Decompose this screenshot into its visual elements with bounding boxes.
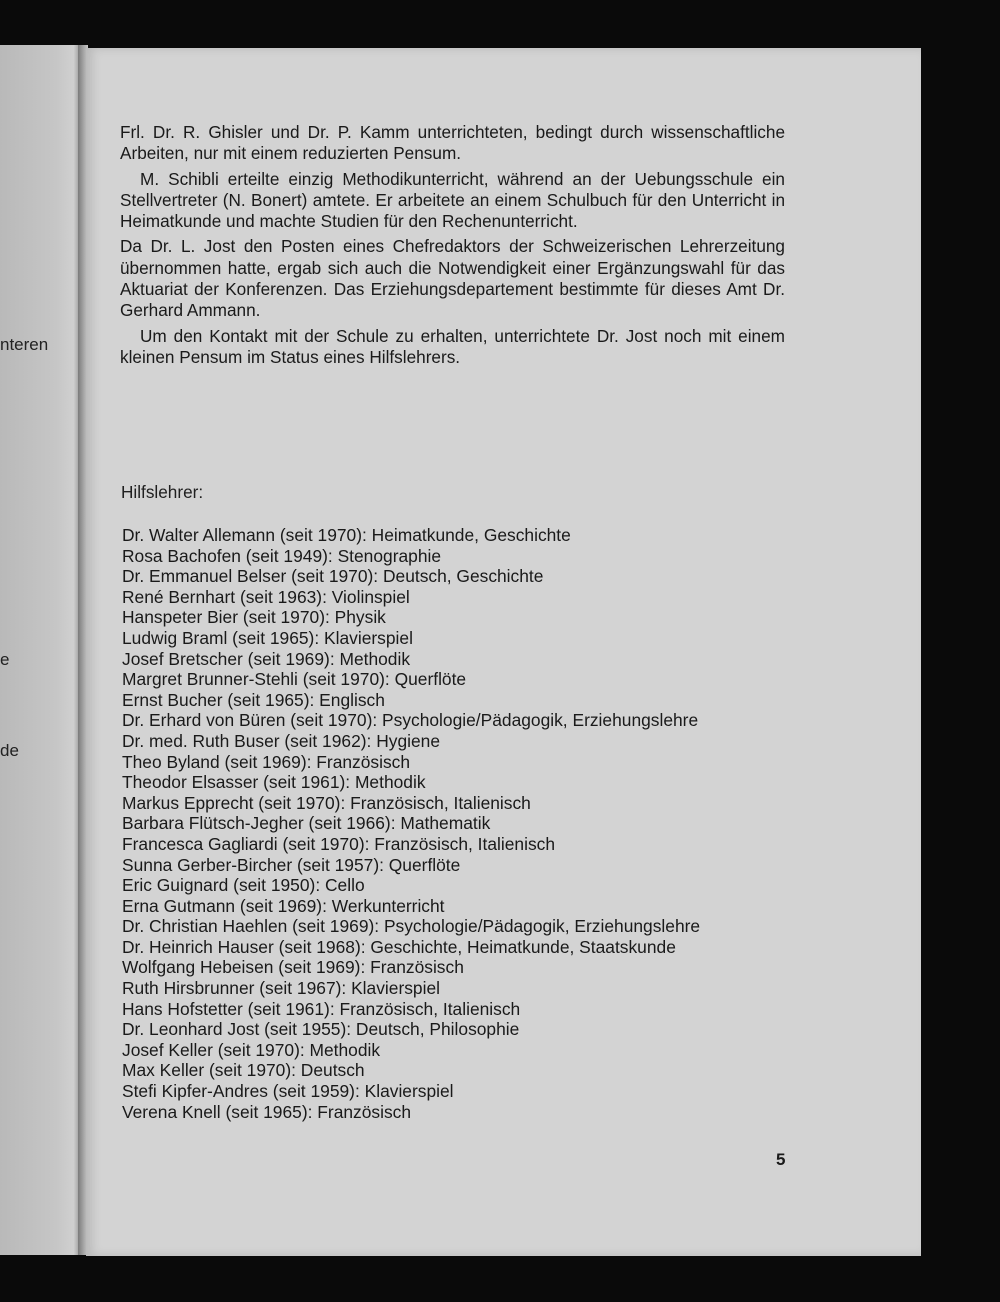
list-item: Dr. med. Ruth Buser (seit 1962): Hygiene — [122, 730, 441, 751]
list-item: Ruth Hirsbrunner (seit 1967): Klavierspiel — [122, 978, 440, 999]
left-page — [0, 45, 80, 1255]
list-item: Dr. Heinrich Hauser (seit 1968): Geschichte, Heimatkunde, Staatskunde — [122, 936, 676, 957]
left-page-fragment: nteren — [0, 335, 49, 354]
list-item: Hanspeter Bier (seit 1970): Physik — [122, 607, 386, 628]
list-item: Stefi Kipfer-Andres (seit 1959): Klavierspiel — [122, 1081, 454, 1102]
paragraph: Um den Kontakt mit der Schule zu erhalten, unterrichtete Dr. Jost noch mit einem kleinen Pensum im Status eines Hilfslehrers. — [120, 325, 785, 367]
left-page-fragment: de — [0, 741, 19, 760]
list-item: Dr. Christian Haehlen (seit 1969): Psychologie/Pädagogik, Erziehungslehre — [122, 916, 701, 937]
list-item: Theo Byland (seit 1969): Französisch — [122, 751, 411, 772]
list-item: Verena Knell (seit 1965): Französisch — [122, 1101, 412, 1122]
teacher-list — [122, 525, 700, 1122]
list-item: Eric Guignard (seit 1950): Cello — [122, 875, 365, 896]
paragraph: Frl. Dr. R. Ghisler und Dr. P. Kamm unterrichteten, bedingt durch wissenschaftliche Arbeiten, nur mit einem reduzierten Pensum. — [120, 122, 785, 164]
page-number: 5 — [776, 1150, 786, 1169]
list-item: Rosa Bachofen (seit 1949): Stenographie — [122, 545, 442, 566]
list-item: Dr. Emmanuel Belser (seit 1970): Deutsch, Geschichte — [122, 566, 544, 587]
list-item: Dr. Leonhard Jost (seit 1955): Deutsch, Philosophie — [122, 1019, 520, 1040]
list-item: Max Keller (seit 1970): Deutsch — [122, 1060, 365, 1081]
list-item: Barbara Flütsch-Jegher (seit 1966): Mathematik — [122, 813, 491, 834]
list-item: Sunna Gerber-Bircher (seit 1957): Querflöte — [122, 854, 461, 875]
body-text — [120, 122, 785, 372]
list-item: Wolfgang Hebeisen (seit 1969): Französisch — [122, 957, 464, 978]
list-item: Francesca Gagliardi (seit 1970): Französisch, Italienisch — [122, 833, 556, 854]
left-page-fragment: e — [0, 650, 10, 669]
list-item: Theodor Elsasser (seit 1961): Methodik — [122, 772, 426, 793]
list-item: René Bernhart (seit 1963): Violinspiel — [122, 586, 410, 607]
list-item: Markus Epprecht (seit 1970): Französisch, Italienisch — [122, 792, 531, 813]
list-item: Dr. Erhard von Büren (seit 1970): Psychologie/Pädagogik, Erziehungslehre — [122, 710, 699, 731]
list-item: Margret Brunner-Stehli (seit 1970): Querflöte — [122, 669, 467, 690]
paragraph: Da Dr. L. Jost den Posten eines Chefredaktors der Schweizerischen Lehrerzeitung übernommen hatte, ergab sich auch die Notwendigkeit einer Ergänzungswahl für das Aktuariat der Konferenzen. Das Erziehungsdepartement bestimmte für dieses Amt Dr. Gerhard Ammann. — [120, 236, 785, 321]
list-item: Ludwig Braml (seit 1965): Klavierspiel — [122, 627, 413, 648]
list-item: Hans Hofstetter (seit 1961): Französisch, Italienisch — [122, 998, 521, 1019]
list-item: Ernst Bucher (seit 1965): Englisch — [122, 689, 385, 710]
list-item: Erna Gutmann (seit 1969): Werkunterricht — [122, 895, 445, 916]
list-item: Dr. Walter Allemann (seit 1970): Heimatkunde, Geschichte — [122, 525, 571, 545]
list-item: Josef Keller (seit 1970): Methodik — [122, 1039, 381, 1060]
section-heading: Hilfslehrer: — [121, 482, 204, 502]
list-item: Josef Bretscher (seit 1969): Methodik — [122, 648, 411, 669]
paragraph: M. Schibli erteilte einzig Methodikunterricht, während an der Uebungsschule ein Stellvertreter (N. Bonert) amtete. Er arbeitete an einem Schulbuch für den Unterricht in Heimatkunde und machte Studien für den Rechenunterricht. — [120, 168, 785, 232]
